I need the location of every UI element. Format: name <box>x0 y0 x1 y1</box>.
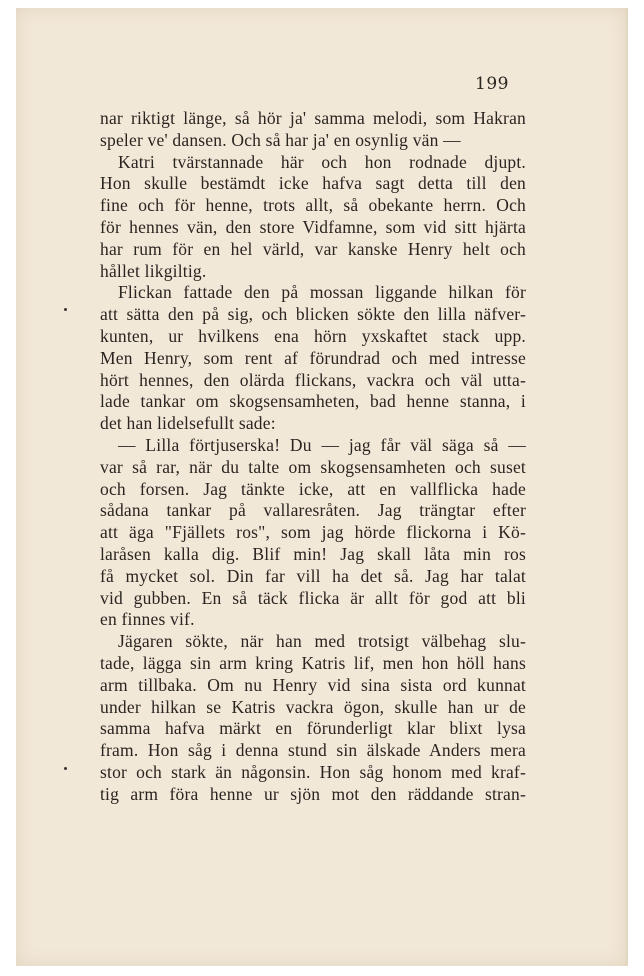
text-line: lade tankar om skogsensamheten, bad henne stanna, i <box>100 391 526 412</box>
text-line: samma hafva märkt en förunderligt klar blixt lysa <box>100 718 526 739</box>
text-line: hållet likgiltig. <box>100 260 207 281</box>
text-line: fram. Hon såg i denna stund sin älskade Anders mera <box>100 740 526 761</box>
text-line: att äga "Fjällets ros", som jag hörde flickorna i Kö- <box>100 522 526 543</box>
text-line: var så rar, när du talte om skogsensamheten och suset <box>100 456 526 477</box>
text-line: Jägaren sökte, när han med trotsigt välbehag slu- <box>118 631 526 652</box>
text-line: arm tillbaka. Om nu Henry vid sina sista ord kunnat <box>100 674 526 695</box>
text-line: laråsen kalla dig. Blif min! Jag skall låta min ros <box>100 543 526 564</box>
text-line: och forsen. Jag tänkte icke, att en vallflicka hade <box>100 478 526 499</box>
margin-mark <box>64 767 67 770</box>
text-line: tade, lägga sin arm kring Katris lif, men hon höll hans <box>100 652 526 673</box>
text-line: under hilkan se Katris vackra ögon, skulle han ur de <box>100 696 526 717</box>
body-text <box>100 108 526 806</box>
text-line: Men Henry, som rent af förundrad och med intresse <box>100 347 526 368</box>
text-line: nar riktigt länge, så hör ja' samma melodi, som Hakran <box>100 108 526 128</box>
text-line: sådana tankar på vallaresråten. Jag trängtar efter <box>100 500 526 521</box>
text-line: för hennes vän, den store Vidfamne, som vid sitt hjärta <box>100 216 526 237</box>
text-line: att sätta den på sig, och blicken sökte den lilla näfver- <box>100 304 526 325</box>
text-line: hört hennes, den olärda flickans, vackra och väl utta- <box>100 369 526 390</box>
text-line: speler ve' dansen. Och så har ja' en osynlig vän — <box>100 129 461 150</box>
text-line: — Lilla förtjuserska! Du — jag får väl säga så — <box>118 434 526 455</box>
text-line: vid gubben. En så täck flicka är allt för god att bli <box>100 587 526 608</box>
text-line: har rum för en hel värld, var kanske Henry helt och <box>100 238 526 259</box>
margin-mark <box>64 308 67 311</box>
text-line: det han lidelsefullt sade: <box>100 413 276 434</box>
text-line: en finnes vif. <box>100 609 195 630</box>
text-line: kunten, ur hvilkens ena hörn yxskaftet stack upp. <box>100 325 526 346</box>
text-line: Hon skulle bestämdt icke hafva sagt detta till den <box>100 173 526 194</box>
page-number: 199 <box>475 74 509 94</box>
text-line: Flickan fattade den på mossan liggande hilkan för <box>118 282 526 303</box>
text-line: stor och stark än någonsin. Hon såg honom med kraf- <box>100 761 526 782</box>
text-line: fine och för henne, trots allt, så obekante herrn. Och <box>100 195 526 216</box>
text-line: Katri tvärstannade här och hon rodnade djupt. <box>118 151 526 172</box>
text-line: tig arm föra henne ur sjön mot den räddande stran- <box>100 783 526 804</box>
text-line: få mycket sol. Din far vill ha det så. Jag har talat <box>100 565 526 586</box>
